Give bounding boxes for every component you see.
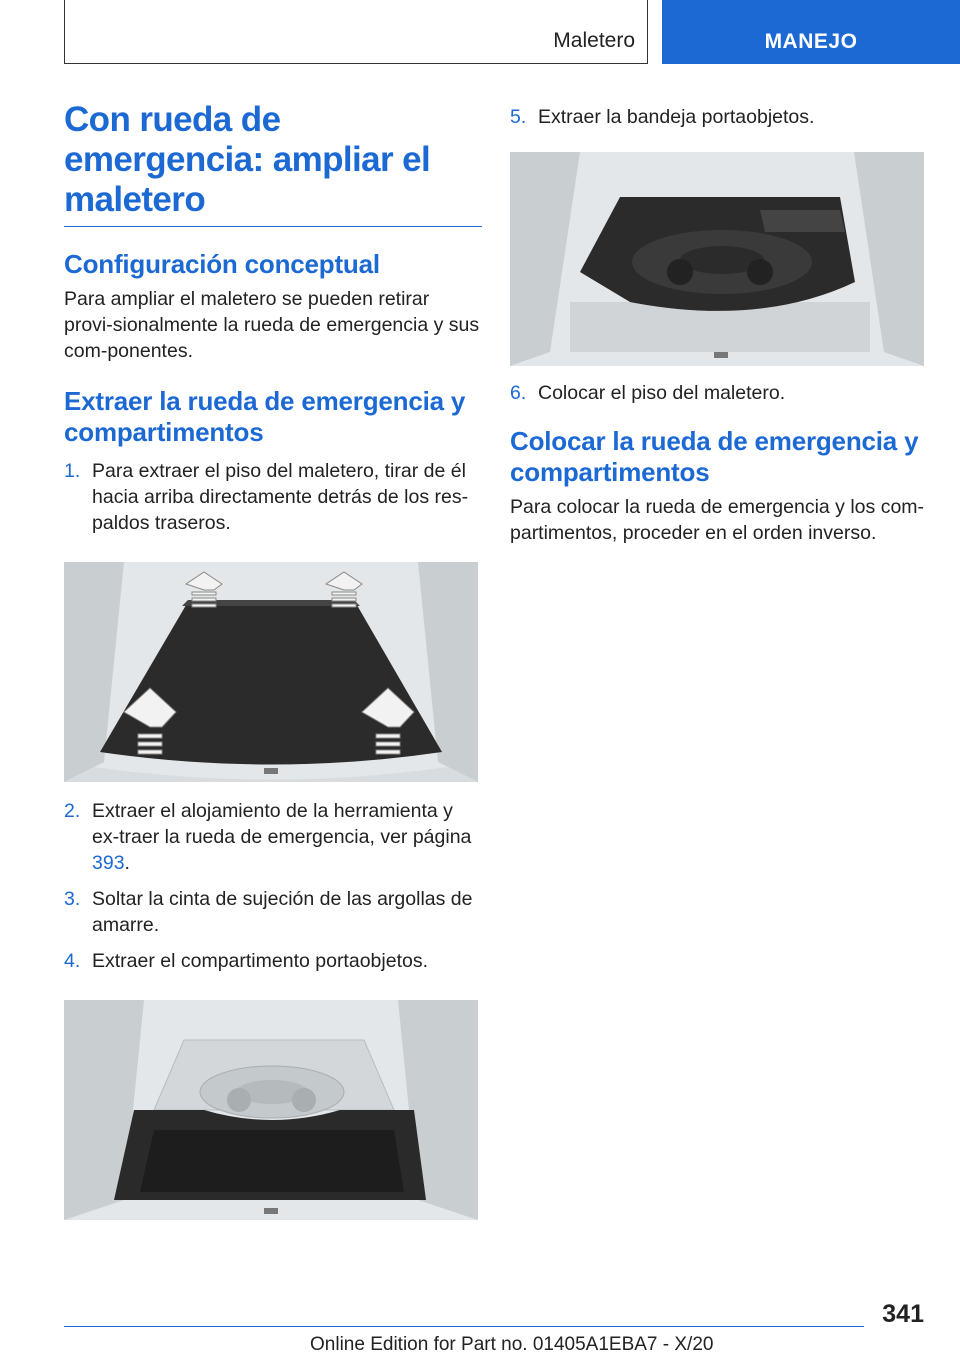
step-text-before-link: Extraer el alojamiento de la herramienta y ex-traer la rueda de emergencia, ver página xyxy=(92,800,472,848)
footer-divider xyxy=(64,1326,864,1327)
step-text: Colocar el piso del maletero. xyxy=(538,382,786,404)
header-section-label: Maletero xyxy=(553,29,635,52)
step-number: 4. xyxy=(64,950,81,972)
page-number: 341 xyxy=(882,1300,924,1328)
step-2 xyxy=(64,798,482,876)
concept-paragraph: Para ampliar el maletero se pueden retirar provi-sionalmente la rueda de emergencia y sus com-ponentes. xyxy=(64,288,480,362)
install-paragraph: Para colocar la rueda de emergencia y los com-partimentos, proceder en el orden inverso. xyxy=(510,496,925,544)
step-text: Extraer el compartimento portaobjetos. xyxy=(92,950,428,972)
left-column xyxy=(64,100,482,1220)
step-5 xyxy=(510,104,926,130)
header-box xyxy=(64,0,648,64)
step-number: 2. xyxy=(64,800,81,822)
trunk-tray-image xyxy=(510,152,924,366)
step-number: 3. xyxy=(64,888,81,910)
section-heading-concept: Configuración conceptual xyxy=(64,249,380,279)
step-text: Soltar la cinta de sujeción de las argollas de amarre. xyxy=(92,888,473,936)
section-heading-remove: Extraer la rueda de emergencia y compartimentos xyxy=(64,386,466,447)
step-number: 1. xyxy=(64,460,81,482)
step-4 xyxy=(64,948,482,974)
header-chapter-tab[interactable] xyxy=(662,0,960,64)
header-chapter-label: MANEJO xyxy=(764,30,858,53)
step-text: Extraer la bandeja portaobjetos. xyxy=(538,106,815,128)
trunk-storage-compartment-image xyxy=(64,1000,478,1220)
step-text xyxy=(92,798,482,876)
step-number: 5. xyxy=(510,106,527,128)
trunk-floor-image xyxy=(64,562,478,782)
right-column xyxy=(510,100,926,546)
step-1 xyxy=(64,458,482,536)
step-text: Para extraer el piso del maletero, tirar de él hacia arriba directamente detrás de los res-paldos traseros. xyxy=(92,460,469,534)
section-heading-install: Colocar la rueda de emergencia y compartimentos xyxy=(510,426,919,487)
edition-footer: Online Edition for Part no. 01405A1EBA7 - X/20 xyxy=(310,1334,714,1355)
page-reference-link[interactable]: 393 xyxy=(92,852,125,874)
step-6 xyxy=(510,380,926,406)
step-3 xyxy=(64,886,482,938)
step-text-after-link: . xyxy=(124,852,130,874)
step-number: 6. xyxy=(510,382,527,404)
page-title: Con rueda de emergencia: ampliar el maletero xyxy=(64,100,482,227)
